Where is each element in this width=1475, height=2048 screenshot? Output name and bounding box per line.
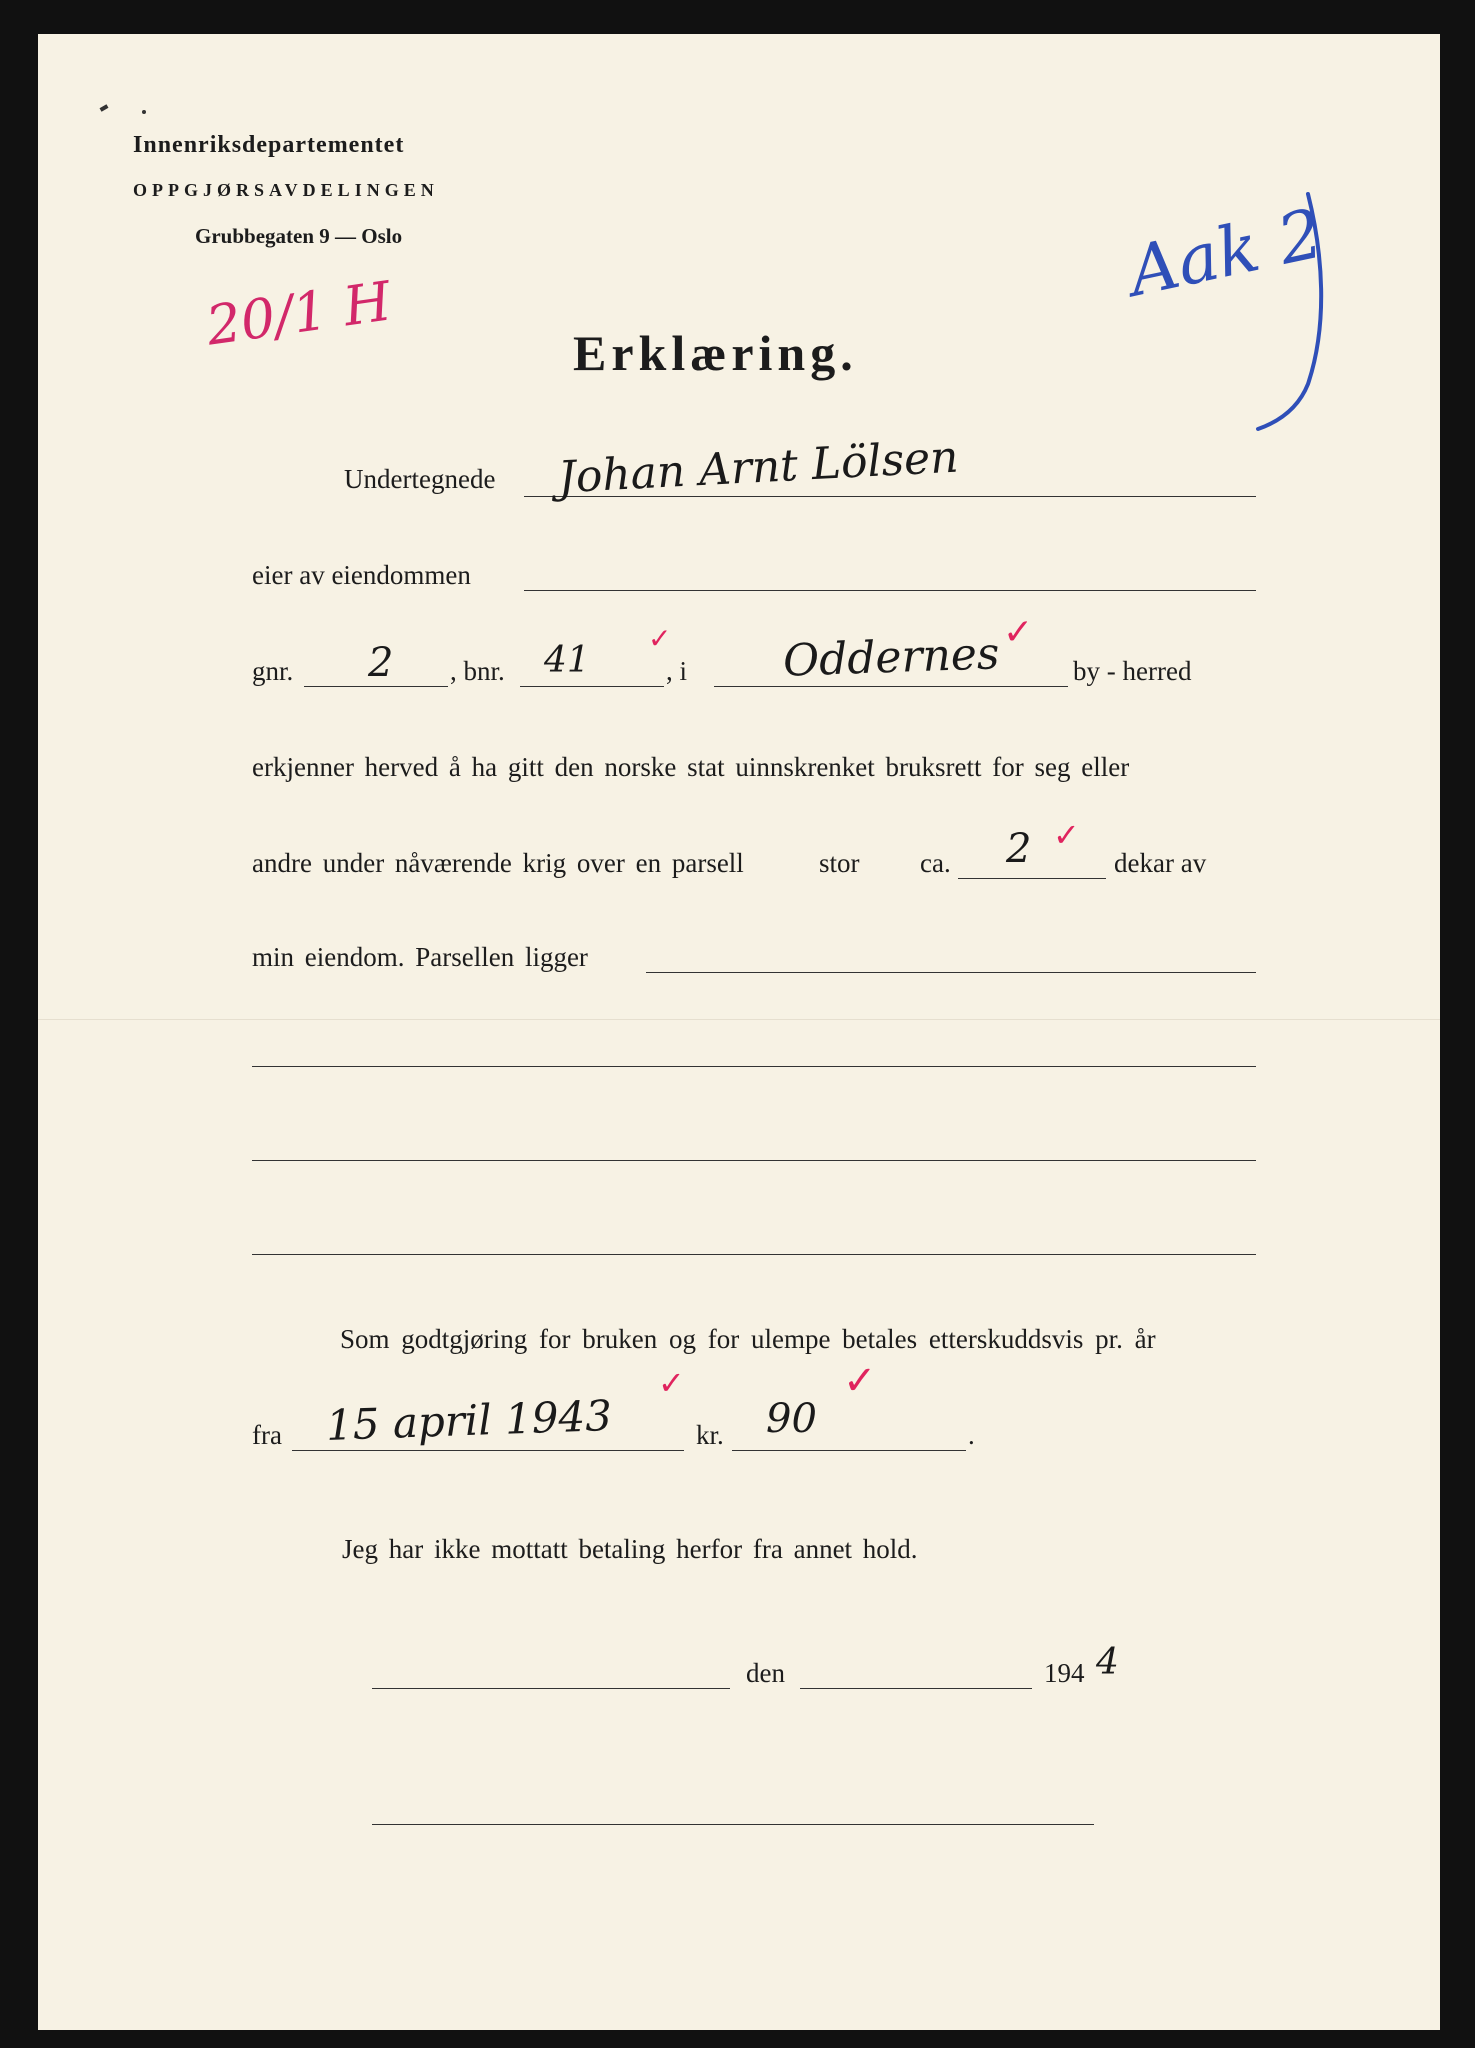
place-signature-line (372, 1688, 730, 1689)
place-line (714, 686, 1068, 687)
corner-mark (100, 104, 109, 111)
place-value: Oddernes (782, 628, 1001, 687)
check-mark-icon: ✓ (1053, 816, 1080, 854)
i-label: , i (666, 656, 688, 686)
declaration-text-2b: stor (819, 848, 860, 878)
kr-label: kr. (696, 1420, 724, 1450)
gnr-line (304, 686, 448, 687)
bnr-value: 41 (544, 640, 590, 681)
undertegnede-signature: Johan Arnt Lölsen (556, 431, 960, 504)
dekar-line (958, 878, 1106, 879)
fold-crease (38, 1019, 1440, 1020)
check-mark-icon: ✓ (648, 622, 672, 655)
declaration-text-2d: dekar av (1114, 848, 1207, 878)
parsell-line-2 (252, 1066, 1256, 1067)
gnr-label: gnr. (252, 656, 294, 686)
parsell-line-4 (252, 1254, 1256, 1255)
gnr-value: 2 (368, 640, 394, 686)
declaration-text-2a: andre under nåværende krig over en parsell (252, 848, 744, 878)
payment-text: Som godtgjøring for bruken og for ulempe betales etterskuddsvis pr. år (340, 1324, 1156, 1354)
bnr-label: , bnr. (450, 656, 505, 686)
reference-blue: Aak 2 (1121, 194, 1330, 313)
blue-stroke (1248, 184, 1348, 434)
eiendom-line (524, 590, 1256, 591)
fra-value: 15 april 1943 (325, 1391, 613, 1450)
year-suffix: 4 (1096, 1642, 1119, 1683)
date-line (800, 1688, 1032, 1689)
fra-label: fra (252, 1420, 282, 1450)
no-payment-text: Jeg har ikke mottatt betaling herfor fra annet hold. (342, 1534, 918, 1564)
ministry-name: Innenriksdepartementet (133, 132, 405, 158)
fra-line (292, 1450, 684, 1451)
period: . (968, 1420, 975, 1450)
declaration-text-1: erkjenner herved å ha gitt den norske stat uinnskrenket bruksrett for seg eller (252, 752, 1130, 782)
dekar-value: 2 (1006, 826, 1032, 872)
den-label: den (746, 1658, 785, 1688)
declaration-text-3: min eiendom. Parsellen ligger (252, 942, 588, 972)
undertegnede-label: Undertegnede (344, 464, 496, 494)
department-address: Grubbegaten 9 — Oslo (195, 224, 403, 248)
kr-line (732, 1450, 966, 1451)
check-mark-icon: ✓ (658, 1364, 685, 1402)
kr-value: 90 (766, 1396, 817, 1442)
check-mark-icon: ✓ (1003, 612, 1034, 653)
parsell-line-1 (646, 972, 1256, 973)
document-page (38, 34, 1440, 2030)
document-title: Erklæring. (573, 325, 858, 381)
declaration-text-2c: ca. (920, 848, 951, 878)
corner-mark (142, 110, 146, 114)
department-name: OPPGJØRSAVDELINGEN (133, 180, 439, 200)
reference-red: 20/1 H (202, 269, 396, 358)
herred-label: by - herred (1073, 656, 1192, 686)
check-mark-icon: ✓ (843, 1358, 877, 1404)
bnr-line (520, 686, 664, 687)
parsell-line-3 (252, 1160, 1256, 1161)
signature-line (372, 1824, 1094, 1825)
eier-label: eier av eiendommen (252, 560, 471, 590)
year-prefix: 194 (1044, 1658, 1085, 1688)
